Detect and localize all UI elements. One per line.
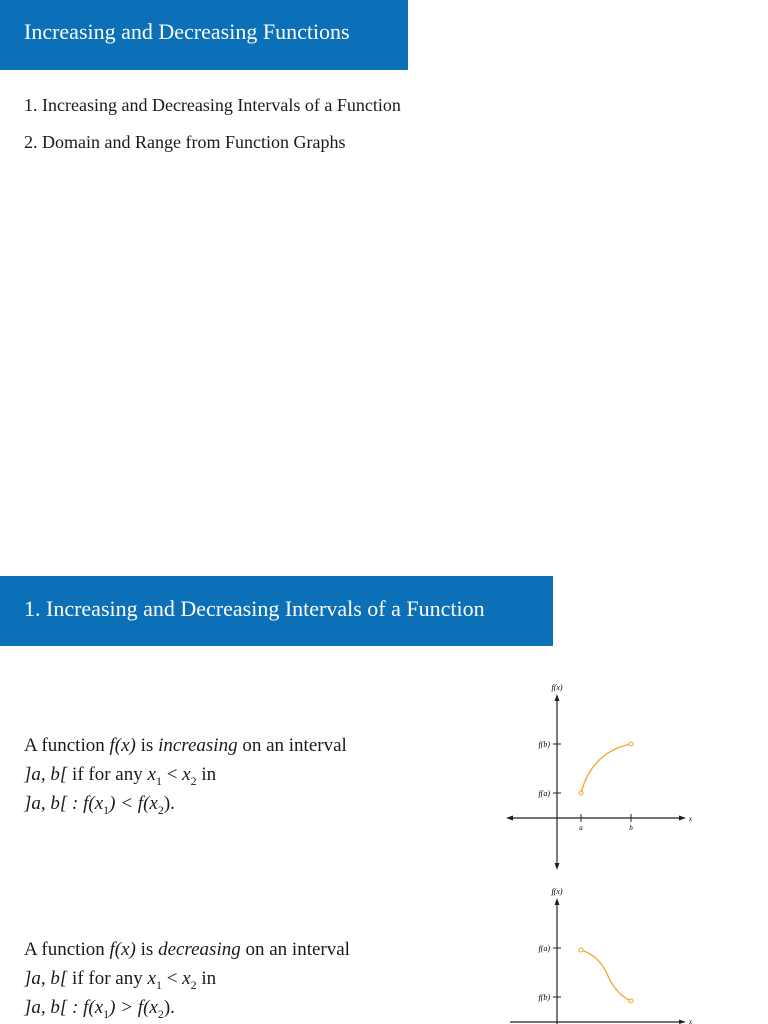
y-axis-arrow-up [555,694,560,701]
table-of-contents [24,92,401,166]
x-axis-label: x [689,815,693,823]
graph-svg [500,884,700,1024]
decreasing-function-graph [500,884,700,1024]
definition-line-2: ]a, b[ if for any $x_1 < x_2$ in [24,968,217,992]
curve-end-point [629,999,633,1003]
y-axis-label: f(x) [551,683,563,692]
definition-increasing [24,731,404,818]
definition-line-3: ]a, b[ : $f(x_1) < f(x_2)$. [24,793,175,817]
toc-item-1[interactable]: 1. Increasing and Decreasing Intervals of a Function [24,95,401,115]
x-axis-arrow-left [506,816,513,821]
definition-keyword: decreasing [158,939,241,960]
y-axis-arrow-up [555,898,560,905]
definition-decreasing [24,935,404,1022]
title-banner [0,0,408,70]
y-axis-label: f(x) [551,887,563,896]
y-tick-upper-label: f(a) [538,944,550,953]
x-axis-arrow-right [679,816,686,821]
graph-svg [500,680,700,870]
increasing-curve [581,744,631,793]
definition-line-2: ]a, b[ if for any $x_1 < x_2$ in [24,764,217,788]
section-heading: 1. Increasing and Decreasing Intervals of a Function [24,596,485,621]
page-title: Increasing and Decreasing Functions [24,19,350,44]
definition-line-1: A function f(x) is decreasing on an interval [24,939,350,960]
decreasing-curve [581,950,631,1001]
x-tick-b-label: b [629,824,633,832]
y-tick-upper-label: f(b) [538,740,550,749]
curve-start-point [579,948,583,952]
section-banner [0,576,553,646]
y-tick-lower-label: f(a) [538,789,550,798]
x-axis-label: x [689,1018,693,1024]
definition-line-1: A function f(x) is increasing on an interval [24,735,347,756]
y-tick-lower-label: f(b) [538,993,550,1002]
toc-item-2[interactable]: 2. Domain and Range from Function Graphs [24,132,346,152]
x-tick-a-label: a [579,824,583,832]
x-axis-arrow-right [679,1020,686,1024]
curve-end-point [629,742,633,746]
definition-line-3: ]a, b[ : $f(x_1) > f(x_2)$. [24,997,175,1021]
increasing-function-graph [500,680,700,870]
definition-keyword: increasing [158,735,238,756]
curve-start-point [579,791,583,795]
y-axis-arrow-down [555,863,560,870]
